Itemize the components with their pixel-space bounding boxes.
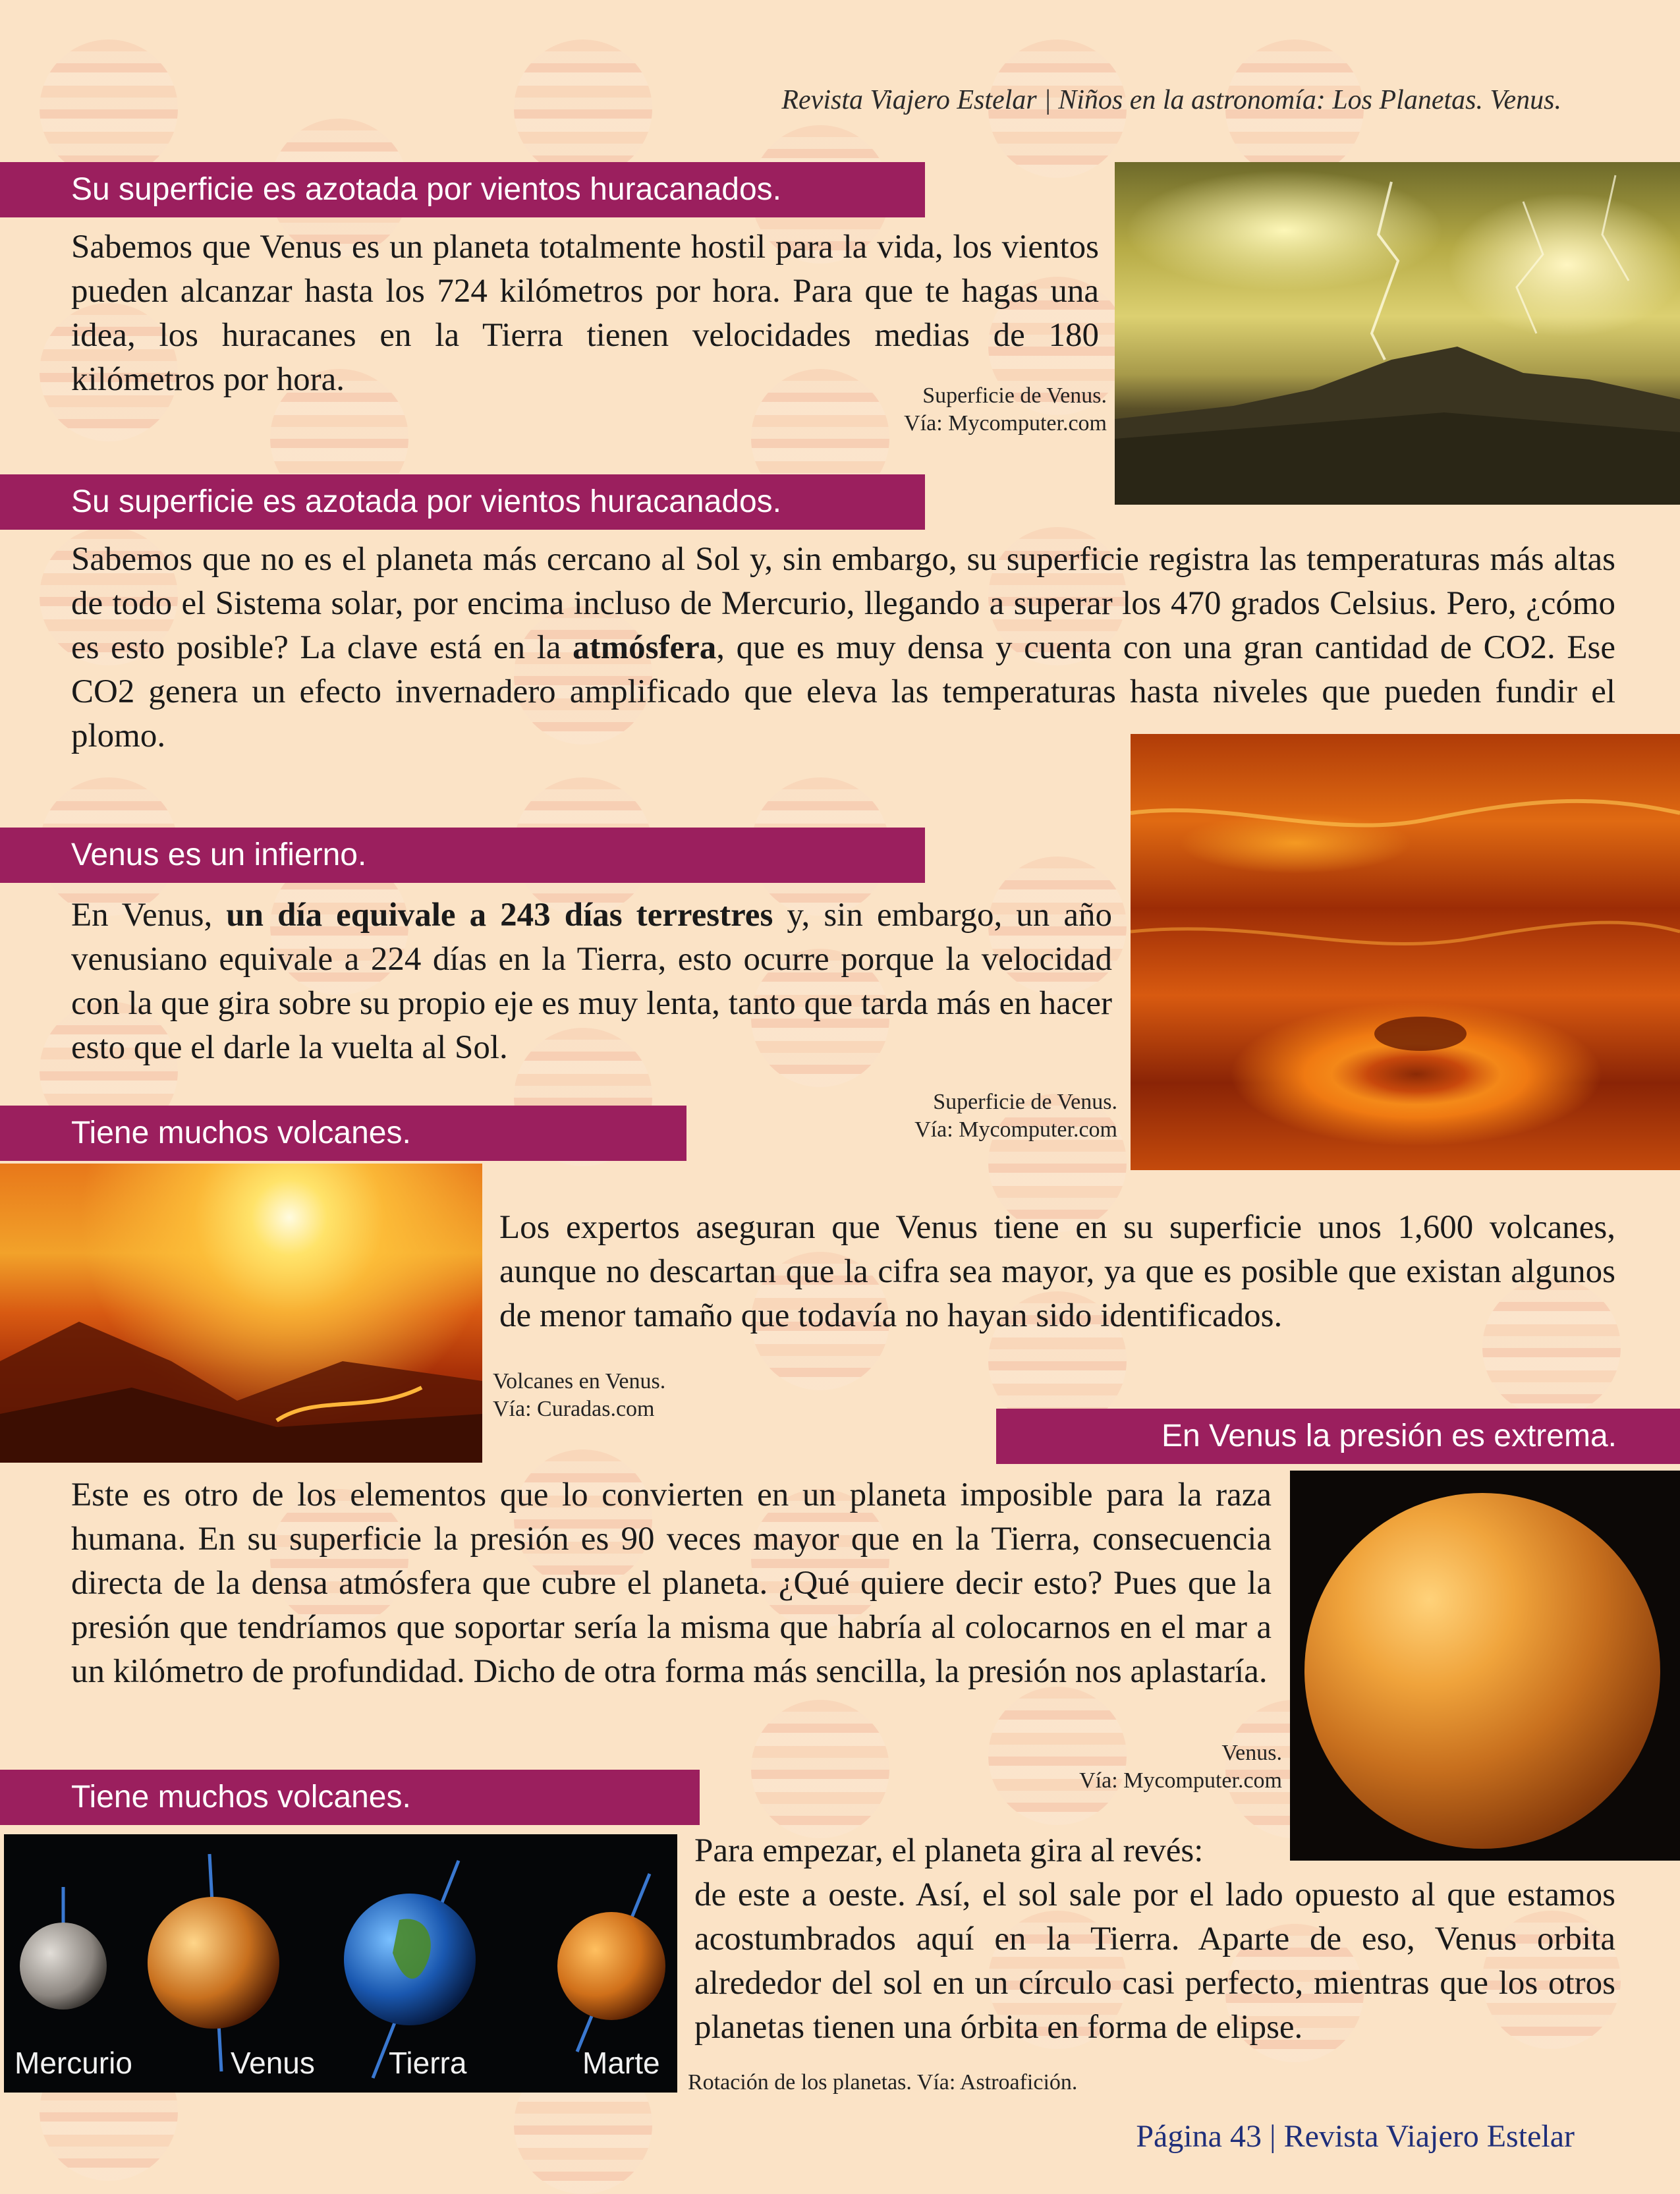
infierno-text-1: En Venus, [71,897,227,934]
temperaturas-text-1: Sabemos que no es el planeta más cercano al Sol y, sin embargo, su superficie registra las temperaturas más altas de todo el Sistema solar, por encima incluso de Mercurio, llegando a superar los 470 grados Celsius. Pero, ¿cómo es esto posible? La clave está en la [71,541,1615,666]
section-body-rotacion-line1: Para empezar, el planeta gira al revés: [694,1832,1204,1869]
caption-vientos-line1: Superficie de Venus. [922,383,1107,408]
planet-label-venus: Venus [231,2046,315,2080]
page-footer: Página 43 | Revista Viajero Estelar [1136,2119,1575,2154]
section-body-vientos: Sabemos que Venus es un planeta totalmente hostil para la vida, los vientos pueden alcanzar hasta los 724 kilómetros por hora. Para que te hagas una idea, los huracanes en la Tierra tienen velocidades medias de 180 kilómetros por hora. [71,229,1099,398]
infierno-text-2: y, sin embargo, un año venusiano equivale a 224 días en la Tierra, esto ocurre porque la velocidad con la que gira sobre su propio eje es muy lenta, tanto que tarda más en hacer esto que el darle la vuelta al Sol. [71,897,1112,1066]
caption-vientos-line2: Vía: Mycomputer.com [904,411,1107,436]
section-title-temperaturas: Su superficie es azotada por vientos huracanados. [0,474,925,530]
caption-infierno-line1: Superficie de Venus. [933,1090,1117,1114]
caption-presion [953,1739,1282,1795]
caption-volcanes [493,1368,822,1423]
caption-volcanes-line1: Volcanes en Venus. [493,1369,666,1393]
section-title-infierno: Venus es un infierno. [0,828,925,883]
temperaturas-text-2: , que es muy densa y cuenta con una gran cantidad de CO2. Ese CO2 genera un efecto invernadero amplificado que eleva las temperaturas hasta niveles que pueden fundir el plomo. [71,629,1615,754]
section-title-volcanes: Tiene muchos volcanes. [0,1106,686,1161]
venus-lightning-image [1115,162,1680,505]
section-title-rotacion: Tiene muchos volcanes. [0,1770,700,1825]
section-title-presion: En Venus la presión es extrema. [996,1409,1680,1464]
section-body-presion: Este es otro de los elementos que lo convierten en un planeta imposible para la raza humana. En su superficie la presión es 90 veces mayor que en la Tierra, consecuencia directa de la densa atmósfera que cubre el planeta. ¿Qué quiere decir esto? Pues que la presión que tendríamos que soportar sería la misma que habría al colocarnos en el mar a un kilómetro de profundidad. Dicho de otra forma más sencilla, la presión nos aplastaría. [71,1477,1272,1690]
caption-volcanes-line2: Vía: Curadas.com [493,1397,655,1421]
section-title-vientos: Su superficie es azotada por vientos huracanados. [0,162,925,217]
section-body-temperaturas [71,538,1615,758]
caption-infierno [788,1088,1117,1144]
venus-surface-crater-image [1131,734,1680,1170]
caption-vientos [777,382,1107,437]
planet-label-marte: Marte [582,2046,660,2080]
section-body-rotacion: de este a oeste. Así, el sol sale por el lado opuesto al que estamos acostumbrados aquí en la Tierra. Aparte de eso, Venus orbita alrededor del sol en un círculo casi perfecto, mientras que los otros planetas tienen una órbita en forma de elipse. [694,1876,1615,2046]
infierno-bold: un día equivale a 243 días terrestres [226,897,773,934]
venus-volcanoes-image [0,1164,482,1463]
caption-infierno-line2: Vía: Mycomputer.com [914,1117,1117,1142]
planet-label-mercurio: Mercurio [14,2046,132,2080]
venus-planet-image [1290,1471,1680,1861]
planets-rotation-image [4,1834,677,2093]
caption-presion-line1: Venus. [1221,1741,1282,1765]
caption-presion-line2: Vía: Mycomputer.com [1079,1768,1282,1793]
temperaturas-bold: atmósfera [573,629,717,666]
venus-globe [1304,1493,1660,1849]
planet-label-tierra: Tierra [389,2046,467,2080]
caption-rotacion: Rotación de los planetas. Vía: Astroafición. [688,2070,1078,2095]
section-body-volcanes: Los expertos aseguran que Venus tiene en su superficie unos 1,600 volcanes, aunque no descartan que la cifra sea mayor, ya que es posible que existan algunos de menor tamaño que todavía no hayan sido identificados. [499,1209,1615,1334]
section-body-infierno [71,893,1112,1070]
page-header: Revista Viajero Estelar | Niños en la astronomía: Los Planetas. Venus. [781,85,1561,115]
